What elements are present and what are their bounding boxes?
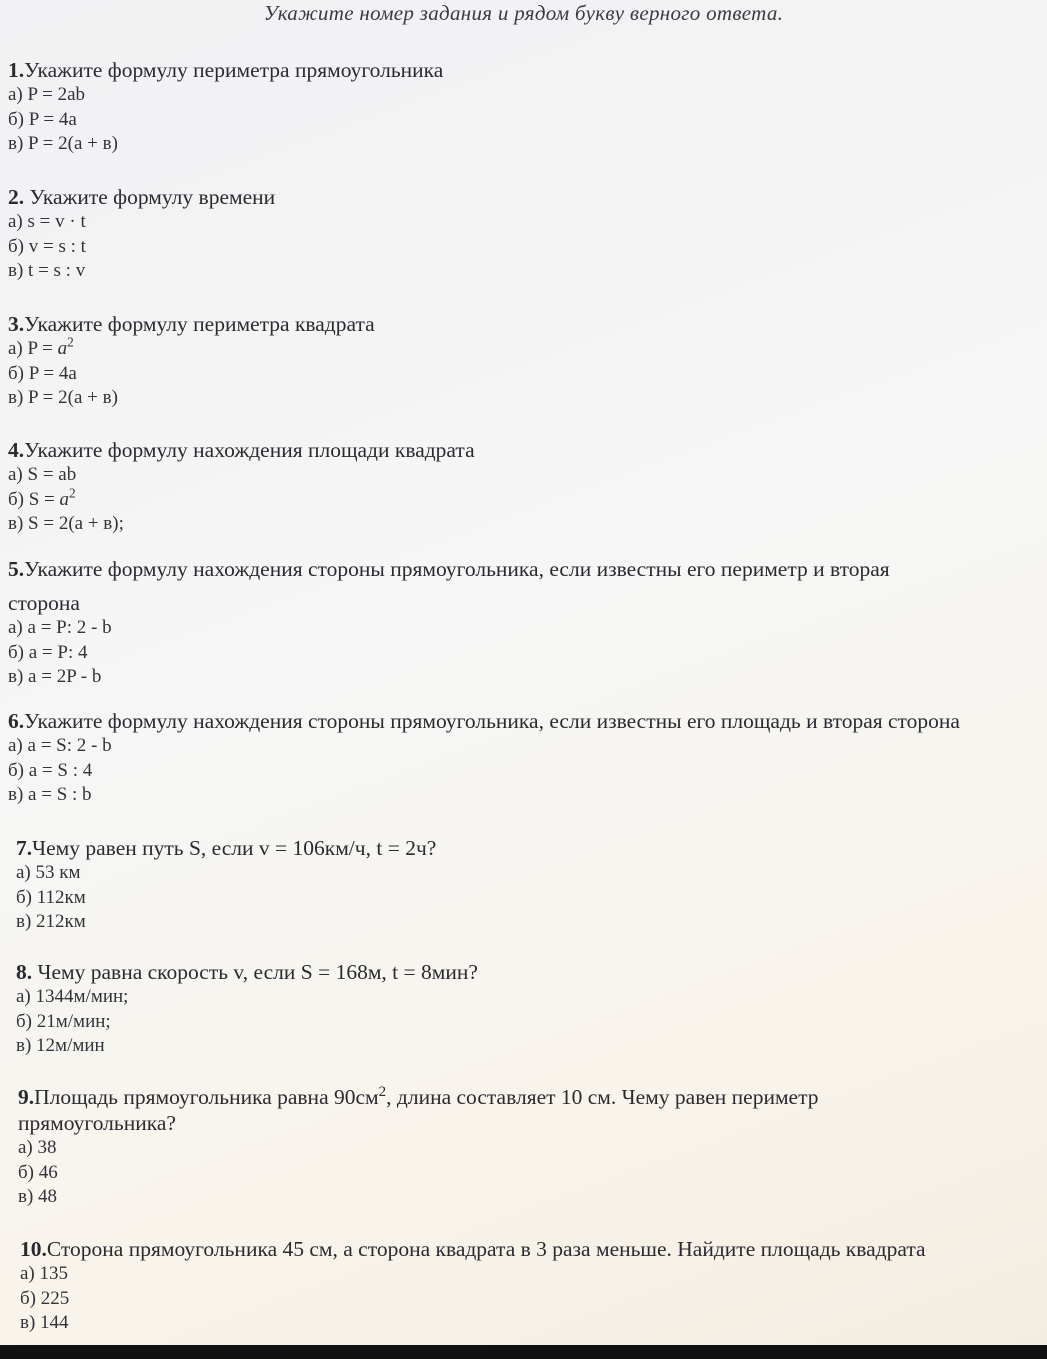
option-a-text: а) P =	[8, 338, 58, 359]
question-title	[20, 1236, 1043, 1262]
option-b-text: б) S =	[8, 488, 60, 510]
question-number: 9.	[18, 1085, 35, 1109]
question-text-after: , длина составляет 10 см. Чему равен периметр	[386, 1085, 819, 1109]
option-a: а) S = ab	[8, 464, 77, 485]
option-c: в) t = s : v	[8, 260, 86, 281]
option-a: а) 38	[18, 1137, 57, 1158]
option-a-variable: a	[57, 338, 68, 359]
question-title	[16, 835, 1043, 861]
question-text: Укажите формулу нахождения стороны прямоугольника, если известны его периметр и вторая	[24, 557, 890, 581]
question-text-continued: прямоугольника?	[18, 1111, 176, 1135]
option-a: а) a = P: 2 - b	[8, 617, 112, 638]
question-title	[8, 437, 1043, 463]
question-number: 3.	[8, 312, 25, 336]
question-5	[8, 556, 1043, 690]
option-b: б) v = s : t	[8, 235, 86, 257]
question-9	[18, 1084, 1043, 1210]
option-a: а) 53 км	[16, 862, 81, 883]
option-a: а) P = 2ab	[8, 84, 86, 105]
option-b: б) a = S : 4	[8, 759, 93, 781]
question-text: Укажите формулу периметра квадрата	[24, 312, 375, 336]
option-c: в) 12м/мин	[16, 1035, 105, 1056]
question-text: Укажите формулу времени	[24, 185, 276, 209]
option-b: б) a = P: 4	[8, 641, 88, 663]
question-text: Сторона прямоугольника 45 см, а сторона квадрата в 3 раза меньше. Найдите площадь квадрата	[46, 1237, 926, 1261]
question-number: 6.	[8, 709, 25, 733]
question-title	[8, 556, 1043, 582]
question-title	[8, 311, 1043, 337]
question-text: Укажите формулу периметра прямоугольника	[24, 58, 444, 82]
question-title	[8, 708, 1043, 734]
question-2	[8, 184, 1043, 284]
option-b-variable: a	[59, 488, 70, 510]
option-a: а) a = S: 2 - b	[8, 735, 112, 756]
question-text: Площадь прямоугольника равна 90см	[34, 1085, 379, 1109]
option-b: б) 112км	[16, 886, 86, 908]
option-b: б) 46	[18, 1161, 58, 1183]
photo-bottom-edge	[0, 1345, 1047, 1359]
question-text: Чему равен путь S, если v = 106км/ч, t = 2ч?	[32, 836, 437, 860]
question-title	[8, 57, 1043, 83]
question-4	[8, 437, 1043, 537]
question-title	[8, 184, 1043, 210]
option-c: в) P = 2(a + в)	[8, 387, 118, 408]
question-6	[8, 708, 1043, 808]
question-text-continued: сторона	[8, 591, 80, 615]
question-number: 10.	[20, 1237, 47, 1261]
question-text: Укажите формулу нахождения площади квадрата	[24, 438, 475, 462]
question-1	[8, 57, 1043, 157]
option-c: в) a = S : b	[8, 784, 92, 805]
option-b: б) 21м/мин;	[16, 1010, 111, 1032]
instruction-header: Укажите номер задания и рядом букву верного ответа.	[263, 1, 784, 25]
question-7	[16, 835, 1043, 935]
option-c: в) a = 2P - b	[8, 666, 102, 687]
option-b	[8, 485, 1043, 513]
question-number: 8.	[16, 960, 33, 984]
question-text: Чему равна скорость v, если S = 168м, t = 8мин?	[32, 960, 478, 984]
option-a: а) 1344м/мин;	[16, 986, 129, 1007]
option-a: а) s = v · t	[8, 211, 86, 232]
question-number: 5.	[8, 557, 25, 581]
question-text-exponent: 2	[378, 1083, 387, 1100]
option-a-exponent: 2	[67, 334, 74, 350]
option-a	[8, 334, 1043, 362]
option-a: а) 135	[20, 1263, 69, 1284]
question-8	[16, 959, 1043, 1059]
option-b: б) P = 4a	[8, 108, 77, 130]
question-title	[16, 959, 1043, 985]
option-b: б) P = 4a	[8, 362, 77, 384]
question-text: Укажите формулу нахождения стороны прямоугольника, если известны его площадь и вторая сторона	[24, 709, 960, 733]
question-number: 2.	[8, 185, 25, 209]
question-10	[20, 1236, 1043, 1336]
question-number: 4.	[8, 438, 25, 462]
question-number: 1.	[8, 58, 25, 82]
option-b-exponent: 2	[69, 485, 76, 501]
question-number: 7.	[16, 836, 33, 860]
question-3	[8, 311, 1043, 411]
option-c: в) 144	[20, 1312, 69, 1333]
option-b: б) 225	[20, 1287, 70, 1309]
question-title	[18, 1084, 1043, 1110]
option-c: в) P = 2(a + в)	[8, 133, 118, 154]
option-c: в) S = 2(a + в);	[8, 513, 124, 534]
option-c: в) 212км	[16, 911, 86, 932]
option-c: в) 48	[18, 1186, 58, 1207]
